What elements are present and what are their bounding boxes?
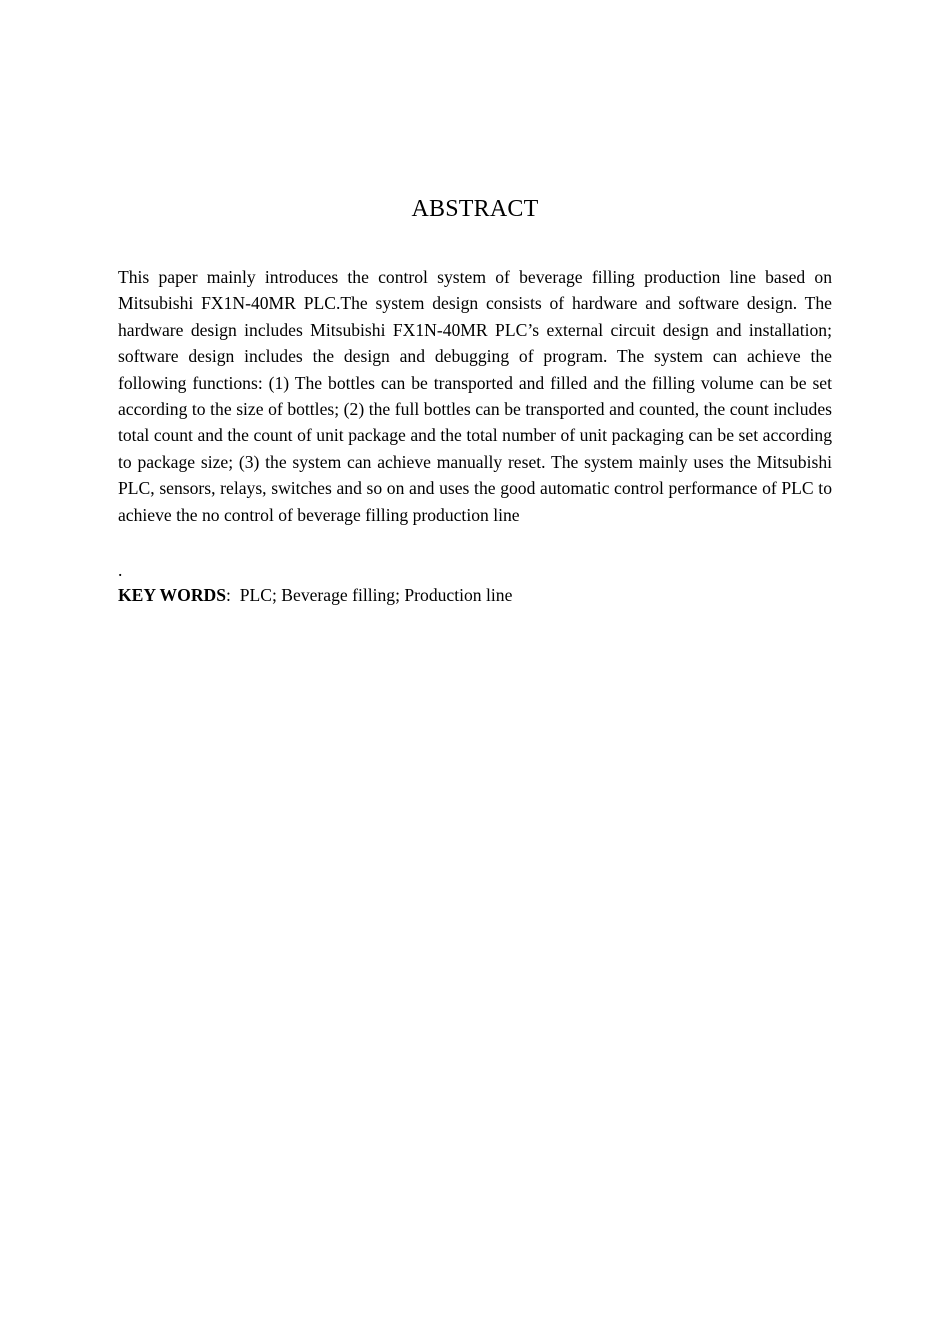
trailing-dot: .	[118, 560, 123, 580]
keywords-value: PLC; Beverage filling; Production line	[239, 585, 513, 605]
abstract-body: This paper mainly introduces the control system of beverage filling production line based on Mitsubishi FX1N-40MR PLC.The system design consists of hardware and software design. The hardware design includes Mitsubishi FX1N-40MR PLC’s external circuit design and installation; software design includes the design and debugging of program. The system can achieve the following functions: (1) The bottles can be transported and filled and the filling volume can be set according to the size of bottles; (2) the full bottles can be transported and counted, the count includes total count and the count of unit package and the total number of unit packaging can be set according to package size; (3) the system can achieve manually reset. The system mainly uses the Mitsubishi PLC, sensors, relays, switches and so on and uses the good automatic control performance of PLC to achieve the no control of beverage filling production line	[118, 267, 832, 525]
keywords-label: KEY WORDS	[118, 585, 227, 605]
keywords-separator: :	[226, 585, 231, 605]
abstract-title: ABSTRACT	[411, 196, 539, 222]
keywords-line	[118, 582, 832, 608]
